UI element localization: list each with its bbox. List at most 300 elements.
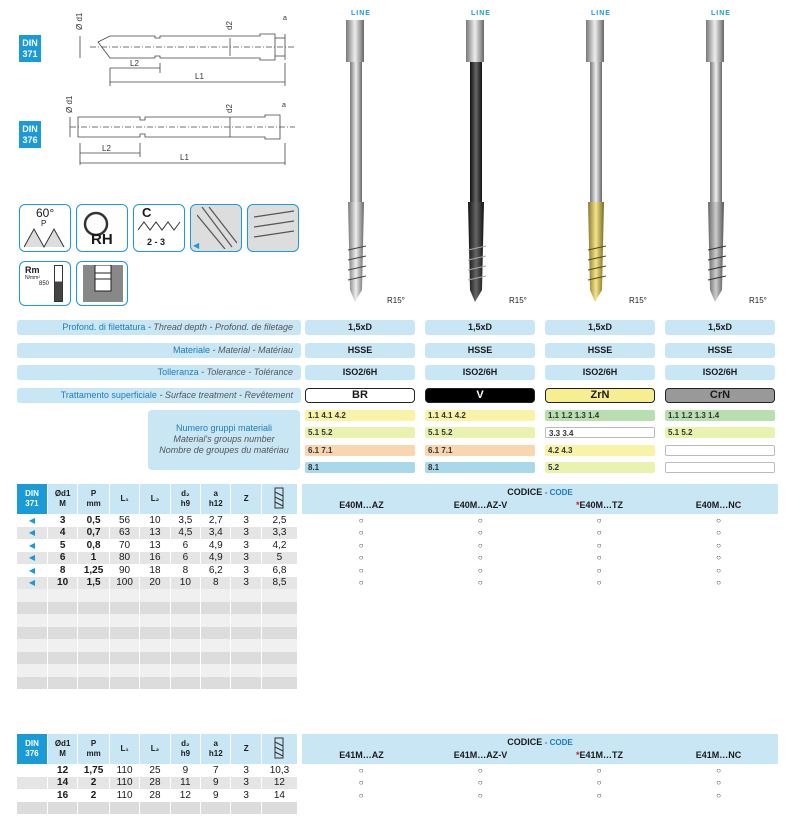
cell-l1: [109, 589, 139, 602]
right-hand-icon: [76, 204, 128, 252]
groups-it: Numero gruppi materiali: [175, 423, 273, 433]
code-row: [302, 527, 779, 540]
code-cell: [421, 627, 540, 640]
code-cell: ○: [302, 564, 421, 577]
treatment-badge-br: BR: [305, 388, 415, 403]
cell-p: 1,25: [78, 564, 110, 577]
cell-l2: [140, 802, 170, 815]
label-it: Trattamento superficiale: [60, 390, 157, 400]
rm-unit: N/mm²: [25, 275, 40, 281]
row-marker: [17, 602, 47, 615]
code-cell: [421, 677, 540, 690]
material-label: [17, 343, 301, 358]
cell-l2: 13: [140, 527, 170, 540]
cell-z: [231, 652, 261, 665]
code-name: E40M…AZ: [339, 500, 384, 510]
col-l2: L₂: [140, 734, 170, 764]
cell-z: [231, 614, 261, 627]
cell-l2: [140, 589, 170, 602]
din-label: DIN: [25, 489, 39, 498]
code-row: [302, 789, 779, 802]
code-cell: ○: [659, 764, 779, 777]
code-cell: ○: [302, 527, 421, 540]
tap-image-v: [458, 20, 498, 305]
din-number: 371: [25, 499, 39, 508]
empty-row: [302, 602, 779, 615]
din-number: 376: [22, 135, 38, 145]
group-chip: 5.1 5.2: [665, 427, 775, 438]
cell-p: 2: [78, 789, 110, 802]
cell-d1: 6: [47, 552, 77, 565]
angle-label: 60°: [36, 206, 55, 220]
h: d₂: [181, 739, 190, 748]
row-marker: [17, 652, 47, 665]
code-cell: ○: [421, 552, 540, 565]
code-cell: [421, 802, 540, 815]
code-cell: [302, 639, 421, 652]
depth-value: 1,5xD: [665, 320, 775, 335]
code-cell: ○: [659, 527, 779, 540]
code-cell: [302, 677, 421, 690]
cell-d1: 5: [47, 539, 77, 552]
dimensions-table-376: [17, 734, 298, 814]
cell-l1: 110: [109, 764, 139, 777]
cell-l1: [109, 677, 139, 690]
cell-p: [78, 664, 110, 677]
cell-d1: 4: [47, 527, 77, 540]
code-cell: ○: [540, 527, 659, 540]
group-chip: 1.1 1.2 1.3 1.4: [665, 410, 775, 421]
codice-header: [302, 734, 779, 764]
code-cell: [302, 802, 421, 815]
arrow-left-icon: ◀: [28, 565, 36, 575]
col-d1: [47, 484, 77, 514]
row-marker: [17, 539, 47, 552]
row-marker: [17, 664, 47, 677]
cell-d2: [170, 652, 200, 665]
group-chip: [665, 445, 775, 456]
table-row: [17, 564, 298, 577]
cell-p: 0,8: [78, 539, 110, 552]
cell-d1: 12: [47, 764, 77, 777]
cell-d2: [170, 627, 200, 640]
rm-value: 850: [39, 281, 50, 287]
empty-row: [17, 589, 298, 602]
group-chip: 6.1 7.1: [425, 445, 535, 456]
code-row: [302, 514, 779, 527]
h: a: [213, 489, 218, 498]
label-en-fr: - Thread depth - Profond. de filetage: [145, 322, 293, 332]
line-logo: LINE: [711, 10, 731, 17]
h: M: [59, 749, 66, 758]
group-chip: 6.1 7.1: [305, 445, 415, 456]
codes-table-376: [302, 734, 779, 814]
material-value: HSSE: [305, 343, 415, 358]
cell-l1: [109, 602, 139, 615]
d1-label: Ø d1: [65, 95, 74, 113]
group-chip: 3.3 3.4: [545, 427, 655, 438]
code-cell: [421, 589, 540, 602]
cell-dr: 12: [261, 777, 297, 790]
code-cell: [540, 589, 659, 602]
code-cell: [302, 589, 421, 602]
code-cell: [659, 589, 779, 602]
code-cell: ○: [421, 577, 540, 590]
row-marker: [17, 789, 47, 802]
spiral-flute-icon: [247, 204, 299, 252]
helix-angle: R15°: [749, 296, 767, 305]
code-cell: [659, 664, 779, 677]
cell-l1: 90: [109, 564, 139, 577]
cell-z: [231, 639, 261, 652]
code-cell: ○: [302, 514, 421, 527]
label-en-fr: - Surface treatment - Revêtement: [156, 390, 293, 400]
code-cell: ○: [302, 539, 421, 552]
codes-header: [302, 484, 779, 514]
cell-l2: [140, 602, 170, 615]
cell-l1: [109, 639, 139, 652]
row-marker: [17, 614, 47, 627]
tolerance-value: ISO2/6H: [665, 365, 775, 380]
code-cell: ○: [421, 777, 540, 790]
cell-d2: 11: [170, 777, 200, 790]
cell-z: [231, 602, 261, 615]
cell-a: [201, 664, 231, 677]
cell-d2: [170, 602, 200, 615]
code-cell: ○: [302, 789, 421, 802]
code-cell: ○: [421, 564, 540, 577]
helix-angle: R15°: [387, 296, 405, 305]
table-row: [17, 764, 298, 777]
label-it: Materiale: [172, 345, 210, 355]
material-groups-label: [148, 410, 300, 470]
col-l2: L₂: [140, 484, 170, 514]
group-chip: 1.1 1.2 1.3 1.4: [545, 410, 655, 421]
drill-icon: [261, 734, 297, 764]
cell-z: 3: [231, 789, 261, 802]
cell-d2: 4,5: [170, 527, 200, 540]
cell-d2: 6: [170, 552, 200, 565]
code-cell: ○: [421, 789, 540, 802]
cell-l2: 20: [140, 577, 170, 590]
thread-depth-label: [17, 320, 301, 335]
t: - CODE: [544, 738, 573, 747]
empty-row: [17, 639, 298, 652]
cell-p: 1,75: [78, 764, 110, 777]
cell-z: [231, 802, 261, 815]
codice-title: [302, 737, 778, 747]
label-en-fr: - Tolerance - Tolérance: [198, 367, 293, 377]
table-row: [17, 789, 298, 802]
code-cell: [540, 602, 659, 615]
empty-row: [17, 652, 298, 665]
t: - CODE: [544, 488, 573, 497]
cell-dr: 5: [261, 552, 297, 565]
cell-p: 2: [78, 777, 110, 790]
cell-d2: 12: [170, 789, 200, 802]
cell-l1: 56: [109, 514, 139, 527]
thread-profile-icon: [19, 204, 71, 252]
cell-p: [78, 614, 110, 627]
empty-row: [302, 802, 779, 815]
col-z: Z: [231, 734, 261, 764]
code-cell: [421, 602, 540, 615]
cell-l1: [109, 614, 139, 627]
material-value: HSSE: [665, 343, 775, 358]
label-it: Tolleranza: [157, 367, 199, 377]
group-chip: 5.1 5.2: [425, 427, 535, 438]
cell-p: [78, 639, 110, 652]
empty-row: [302, 627, 779, 640]
empty-row: [17, 614, 298, 627]
cell-a: [201, 627, 231, 640]
label-en-fr: - Material - Matériau: [209, 345, 293, 355]
din-label: DIN: [25, 739, 39, 748]
table-row: [17, 577, 298, 590]
code-cell: [421, 652, 540, 665]
helix-angle: R15°: [629, 296, 647, 305]
cell-dr: [261, 614, 297, 627]
col-l1: L₁: [109, 734, 139, 764]
h: Ød1: [54, 739, 71, 748]
cell-l2: 13: [140, 539, 170, 552]
code-cell: ○: [659, 539, 779, 552]
cell-z: 3: [231, 764, 261, 777]
tap-image-zrn: [578, 20, 618, 305]
cell-p: 0,7: [78, 527, 110, 540]
empty-row: [302, 589, 779, 602]
treatment-badge-crn: CrN: [665, 388, 775, 403]
cell-l2: [140, 677, 170, 690]
cell-d2: 10: [170, 577, 200, 590]
depth-value: 1,5xD: [425, 320, 535, 335]
cell-dr: [261, 802, 297, 815]
code-cell: ○: [421, 539, 540, 552]
a-label: a: [283, 15, 287, 22]
cell-d1: [47, 677, 77, 690]
code-cell: ○: [659, 777, 779, 790]
group-chip: [665, 462, 775, 473]
cell-z: [231, 677, 261, 690]
row-marker: [17, 802, 47, 815]
code-cell: ○: [421, 514, 540, 527]
tolerance-value: ISO2/6H: [305, 365, 415, 380]
depth-value: 1,5xD: [305, 320, 415, 335]
cell-a: [201, 602, 231, 615]
tolerance-value: ISO2/6H: [545, 365, 655, 380]
code-cell: ○: [540, 552, 659, 565]
cell-d1: [47, 614, 77, 627]
l2-label: L2: [130, 59, 139, 68]
din-label: DIN: [22, 38, 38, 48]
group-chip: 5.2: [545, 462, 655, 473]
cell-l1: [109, 802, 139, 815]
cell-l1: 100: [109, 577, 139, 590]
cell-z: [231, 627, 261, 640]
din-number: 376: [25, 749, 39, 758]
cell-d2: 3,5: [170, 514, 200, 527]
group-chip: 5.1 5.2: [305, 427, 415, 438]
d2-label: d2: [225, 21, 234, 30]
cell-p: [78, 627, 110, 640]
cell-l2: 28: [140, 789, 170, 802]
cell-l2: [140, 627, 170, 640]
arrow-left-icon: ◀: [28, 515, 36, 525]
empty-row: [302, 614, 779, 627]
col-a: [201, 734, 231, 764]
h: M: [59, 499, 66, 508]
group-chip: 4.2 4.3: [545, 445, 655, 456]
group-chip: 1.1 4.1 4.2: [305, 410, 415, 421]
rm-bar: [54, 265, 63, 302]
code-cell: [540, 664, 659, 677]
code-cell: [540, 652, 659, 665]
code-cell: [659, 602, 779, 615]
arrow-left-icon: ◀: [28, 540, 36, 550]
code-cell: ○: [659, 789, 779, 802]
code-cell: ○: [540, 777, 659, 790]
cell-d2: [170, 664, 200, 677]
code-cell: ○: [540, 789, 659, 802]
cell-z: [231, 589, 261, 602]
col-a: [201, 484, 231, 514]
col-d2: [170, 484, 200, 514]
cell-p: [78, 677, 110, 690]
tensile-strength-icon: [19, 261, 71, 306]
h: h9: [180, 499, 191, 508]
cell-d2: 6: [170, 539, 200, 552]
arrow-left-icon: ◀: [28, 578, 36, 588]
cell-a: 4,9: [201, 552, 231, 565]
empty-row: [17, 677, 298, 690]
h: P: [90, 489, 97, 498]
h: h12: [208, 499, 223, 508]
cell-l2: 25: [140, 764, 170, 777]
cell-l2: [140, 652, 170, 665]
h: mm: [86, 499, 101, 508]
table-row: [17, 527, 298, 540]
code-cell: [421, 664, 540, 677]
cell-dr: 8,5: [261, 577, 297, 590]
tap-image-crn: [698, 20, 738, 305]
cell-l2: 18: [140, 564, 170, 577]
code-cell: ○: [540, 577, 659, 590]
a-label: a: [282, 102, 286, 109]
code-row: [302, 577, 779, 590]
code-cell: [302, 664, 421, 677]
cell-p: [78, 802, 110, 815]
chamfer-range: 2 - 3: [147, 237, 166, 247]
line-logo: LINE: [591, 10, 611, 17]
code-cell: ○: [659, 514, 779, 527]
code-cell: [540, 639, 659, 652]
cell-d1: [47, 802, 77, 815]
code-cell: [659, 677, 779, 690]
code-cell: ○: [540, 764, 659, 777]
cell-dr: 10,3: [261, 764, 297, 777]
cell-a: 8: [201, 577, 231, 590]
cell-dr: [261, 677, 297, 690]
group-chip: 1.1 4.1 4.2: [425, 410, 535, 421]
cell-p: [78, 589, 110, 602]
cell-d2: 9: [170, 764, 200, 777]
d1-label: Ø d1: [75, 12, 84, 30]
code-cell: [421, 639, 540, 652]
cell-a: [201, 677, 231, 690]
cell-dr: 14: [261, 789, 297, 802]
material-value: HSSE: [425, 343, 535, 358]
table-row: [17, 539, 298, 552]
cell-d1: [47, 652, 77, 665]
din-371-badge: [19, 35, 41, 62]
tolerance-value: ISO2/6H: [425, 365, 535, 380]
code-row: [302, 764, 779, 777]
cell-p: [78, 602, 110, 615]
code-cell: [659, 639, 779, 652]
code-row: [302, 777, 779, 790]
code-cell: ○: [659, 564, 779, 577]
cell-a: 4,9: [201, 539, 231, 552]
code-cell: [659, 652, 779, 665]
cell-a: [201, 589, 231, 602]
cell-p: 1,5: [78, 577, 110, 590]
cell-dr: [261, 664, 297, 677]
row-marker: [17, 552, 47, 565]
col-d2: [170, 734, 200, 764]
cell-l1: [109, 664, 139, 677]
code-names: [302, 500, 778, 510]
code-cell: ○: [421, 764, 540, 777]
cell-z: 3: [231, 527, 261, 540]
code-cell: [540, 627, 659, 640]
cell-l1: [109, 627, 139, 640]
code-cell: ○: [540, 514, 659, 527]
cell-l2: [140, 664, 170, 677]
code-cell: ○: [302, 777, 421, 790]
row-marker: [17, 514, 47, 527]
code-cell: ○: [659, 577, 779, 590]
cell-a: 3,4: [201, 527, 231, 540]
arrow-left-icon: ◀: [28, 528, 36, 538]
cell-d1: 8: [47, 564, 77, 577]
din-number: 371: [22, 49, 38, 59]
row-marker: [17, 639, 47, 652]
code-name: *E41M…TZ: [575, 750, 624, 760]
code-cell: [302, 602, 421, 615]
codes-table-371: [302, 484, 779, 689]
line-logo: LINE: [351, 10, 371, 17]
depth-value: 1,5xD: [545, 320, 655, 335]
cell-p: 1: [78, 552, 110, 565]
code-names: [302, 750, 778, 760]
code-name: E40M…NC: [695, 500, 742, 510]
col-p: [78, 484, 110, 514]
group-chip: 8.1: [305, 462, 415, 473]
helix-angle: R15°: [509, 296, 527, 305]
code-cell: [421, 614, 540, 627]
cell-a: 9: [201, 789, 231, 802]
row-marker: [17, 527, 47, 540]
cell-a: 9: [201, 777, 231, 790]
cell-l2: 10: [140, 514, 170, 527]
cell-z: [231, 664, 261, 677]
cell-l2: 16: [140, 552, 170, 565]
col-d1: [47, 734, 77, 764]
tolerance-label: [17, 365, 301, 380]
cell-d1: 16: [47, 789, 77, 802]
cell-d1: [47, 602, 77, 615]
row-marker: [17, 589, 47, 602]
